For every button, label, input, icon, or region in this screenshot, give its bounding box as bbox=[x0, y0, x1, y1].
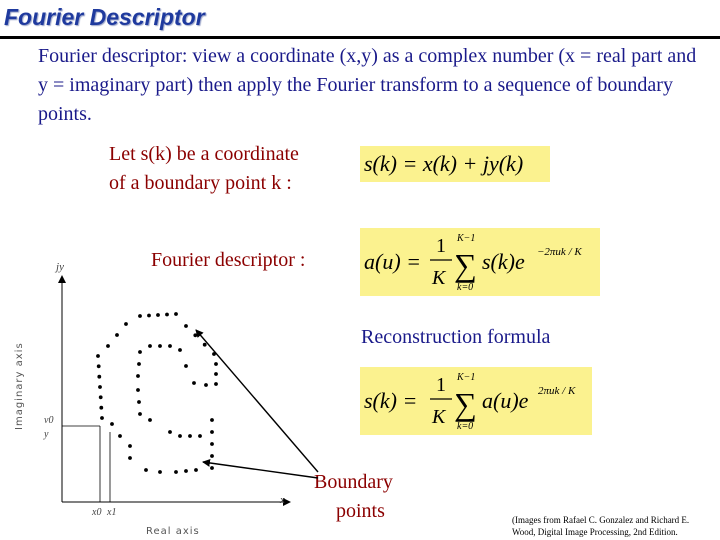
boundary-point bbox=[136, 374, 140, 378]
eq3-body: a(u)e bbox=[482, 388, 529, 413]
title-underline bbox=[0, 36, 720, 39]
intro-text: view a coordinate (x,y) as a complex number (x = real part and y = imaginary part) then apply the Fourier transform to a sequence of boundary points. bbox=[38, 45, 697, 125]
eq3-frac-num: 1 bbox=[436, 374, 446, 396]
boundary-point bbox=[97, 375, 101, 379]
y-axis-letter: jy bbox=[56, 261, 64, 273]
boundary-point bbox=[210, 454, 214, 458]
image-credit bbox=[512, 514, 689, 538]
equation-reconstruction-svg bbox=[360, 367, 592, 435]
boundary-point bbox=[96, 354, 100, 358]
boundary-point bbox=[110, 422, 114, 426]
coordinate-label-line2: of a boundary point k : bbox=[109, 172, 292, 194]
boundary-point bbox=[128, 456, 132, 460]
boundary-point bbox=[118, 434, 122, 438]
boundary-point bbox=[144, 468, 148, 472]
boundary-point bbox=[178, 434, 182, 438]
boundary-point bbox=[168, 344, 172, 348]
eq2-body: s(k)e bbox=[482, 249, 525, 274]
boundary-label-line1: Boundary bbox=[314, 471, 393, 493]
eq3-frac-den: K bbox=[432, 406, 446, 428]
boundary-point bbox=[158, 470, 162, 474]
boundary-point bbox=[99, 395, 103, 399]
boundary-point bbox=[99, 406, 103, 410]
boundary-point bbox=[214, 372, 218, 376]
boundary-point bbox=[138, 412, 142, 416]
boundary-point bbox=[98, 385, 102, 389]
pointer-arrow-lower bbox=[203, 462, 318, 478]
boundary-point bbox=[188, 434, 192, 438]
boundary-point bbox=[210, 466, 214, 470]
boundary-point bbox=[192, 381, 196, 385]
eq3-sum-bottom: k=0 bbox=[457, 421, 474, 432]
x-axis-title: Real axis bbox=[146, 526, 200, 537]
boundary-point bbox=[138, 314, 142, 318]
boundary-point bbox=[178, 348, 182, 352]
boundary-figure bbox=[0, 250, 330, 540]
boundary-point bbox=[210, 442, 214, 446]
boundary-point bbox=[106, 344, 110, 348]
boundary-point bbox=[184, 324, 188, 328]
credit-line2: Wood, Digital Image Processing, 2nd Edition. bbox=[512, 527, 678, 537]
boundary-point bbox=[204, 383, 208, 387]
descriptor-label: Fourier descriptor : bbox=[151, 249, 306, 271]
reconstruction-label: Reconstruction formula bbox=[361, 326, 551, 348]
pointer-arrow-upper bbox=[196, 330, 318, 472]
boundary-point bbox=[198, 434, 202, 438]
boundary-point bbox=[136, 388, 140, 392]
boundary-point bbox=[174, 312, 178, 316]
eq2-frac-den: K bbox=[432, 267, 446, 289]
boundary-point bbox=[148, 418, 152, 422]
eq2-frac-num: 1 bbox=[436, 235, 446, 257]
boundary-point bbox=[147, 314, 151, 318]
boundary-points-group bbox=[96, 312, 218, 474]
boundary-point bbox=[214, 382, 218, 386]
boundary-point bbox=[100, 416, 104, 420]
eq3-lhs: s(k) = bbox=[364, 388, 418, 413]
boundary-point bbox=[124, 322, 128, 326]
credit-line1: (Images from Rafael C. Gonzalez and Richard E. bbox=[512, 515, 690, 525]
tick-v0: v0 bbox=[44, 415, 54, 426]
boundary-point bbox=[138, 350, 142, 354]
equation-descriptor-svg bbox=[360, 228, 600, 296]
coordinate-label bbox=[109, 140, 299, 198]
boundary-point bbox=[210, 418, 214, 422]
boundary-point bbox=[115, 333, 119, 337]
x-axis-letter: x bbox=[280, 494, 285, 506]
boundary-point bbox=[156, 313, 160, 317]
boundary-point bbox=[168, 430, 172, 434]
boundary-point bbox=[193, 333, 197, 337]
eq3-exponent: 2πuk / K bbox=[538, 385, 576, 397]
boundary-point bbox=[158, 344, 162, 348]
tick-x1: x1 bbox=[107, 507, 117, 518]
boundary-label-line2: points bbox=[335, 500, 385, 522]
boundary-point bbox=[203, 343, 207, 347]
boundary-point bbox=[165, 313, 169, 317]
equation-coordinate bbox=[360, 146, 550, 182]
tick-y: y bbox=[44, 429, 49, 440]
slide-title: Fourier Descriptor bbox=[4, 4, 205, 30]
eq2-sigma: ∑ bbox=[454, 247, 477, 283]
eq2-lhs: a(u) = bbox=[364, 249, 421, 274]
eq3-sum-top: K−1 bbox=[457, 372, 476, 383]
boundary-point bbox=[137, 362, 141, 366]
intro-term: Fourier descriptor: bbox=[38, 45, 188, 67]
boundary-point bbox=[210, 430, 214, 434]
intro-paragraph bbox=[38, 42, 708, 129]
boundary-point bbox=[174, 470, 178, 474]
eq3-sigma: ∑ bbox=[454, 386, 477, 422]
equation-coordinate-svg bbox=[360, 146, 550, 182]
boundary-point bbox=[128, 444, 132, 448]
eq2-exponent: −2πuk / K bbox=[537, 246, 582, 258]
y-axis-title: Imaginary axis bbox=[14, 342, 25, 430]
eq1-text: s(k) = x(k) + jy(k) bbox=[364, 151, 524, 176]
boundary-point bbox=[137, 400, 141, 404]
boundary-point bbox=[184, 469, 188, 473]
boundary-point bbox=[194, 468, 198, 472]
boundary-point bbox=[148, 344, 152, 348]
boundary-point bbox=[184, 364, 188, 368]
coordinate-label-line1: Let s(k) be a coordinate bbox=[109, 143, 299, 165]
equation-descriptor bbox=[360, 228, 600, 296]
tick-x0: x0 bbox=[92, 507, 102, 518]
equation-reconstruction bbox=[360, 367, 592, 435]
eq2-sum-top: K−1 bbox=[457, 233, 476, 244]
boundary-point bbox=[214, 362, 218, 366]
eq2-sum-bottom: k=0 bbox=[457, 282, 474, 293]
boundary-point bbox=[97, 364, 101, 368]
